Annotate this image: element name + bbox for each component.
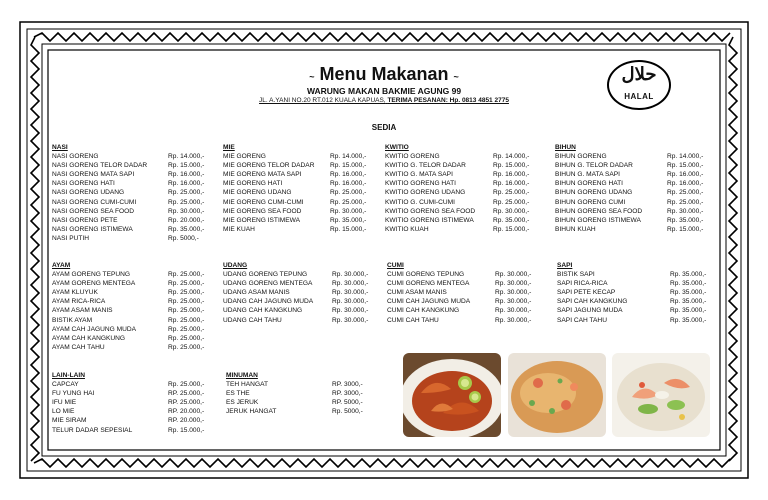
item-price: Rp. 16.000,- [667, 180, 704, 188]
menu-item [223, 152, 382, 161]
item-name: SAPI CAH KANGKUNG [557, 298, 628, 306]
item-price: Rp. 16.000,- [493, 180, 530, 188]
item-name: CUMI CAH JAGUNG MUDA [387, 298, 471, 306]
menu-item [223, 207, 382, 216]
item-name: NASI GORENG TELOR DADAR [52, 162, 148, 170]
item-name: NASI GORENG PETE [52, 216, 118, 224]
item-name: FU YUNG HAI [52, 390, 95, 398]
menu-item [52, 270, 220, 279]
item-price: Rp. 25.000,- [493, 198, 530, 206]
menu-item [385, 170, 545, 179]
item-name: KWITIO G. TELOR DADAR [385, 162, 466, 170]
section-heading: NASI [52, 144, 68, 151]
item-name: NASI GORENG CUMI-CUMI [52, 198, 137, 206]
item-name: KWITIO G. CUMI-CUMI [385, 198, 455, 206]
item-price: Rp. 30.000,- [495, 271, 532, 279]
item-name: UDANG CAH JAGUNG MUDA [223, 298, 314, 306]
menu-item [226, 389, 384, 398]
item-name: TEH HANGAT [226, 381, 269, 389]
item-name: JERUK HANGAT [226, 408, 277, 416]
item-name: BIHUN GORENG [555, 153, 607, 161]
item-name: CAPCAY [52, 381, 79, 389]
menu-item [226, 380, 384, 389]
menu-section-sapi [557, 261, 722, 325]
menu-section-kwitio [385, 143, 545, 234]
item-name: CUMI CAH KANGKUNG [387, 307, 460, 315]
item-price: Rp. 15.000,- [667, 162, 704, 170]
menu-section-bihun [555, 143, 719, 234]
menu-item [223, 225, 382, 234]
menu-item [223, 198, 382, 207]
menu-item [555, 225, 719, 234]
menu-item [385, 188, 545, 197]
menu-item [385, 179, 545, 188]
menu-item [52, 398, 220, 407]
item-name: BIHUN GORENG UDANG [555, 189, 633, 197]
item-price: Rp. 25.000,- [168, 198, 205, 206]
halal-arabic-text: حلال [621, 64, 657, 85]
menu-item [223, 161, 382, 170]
menu-item [223, 316, 384, 325]
item-price: Rp. 35.000,- [670, 289, 707, 297]
menu-item [52, 161, 220, 170]
item-name: BIHUN GORENG ISTIMEWA [555, 216, 641, 224]
item-name: SAPI RICA-RICA [557, 280, 608, 288]
menu-item [52, 306, 220, 315]
item-name: BISTIK AYAM [52, 316, 93, 324]
menu-item [52, 343, 220, 352]
item-price: Rp. 14.000,- [168, 153, 205, 161]
item-price: Rp. 5000,- [332, 408, 363, 416]
menu-item [385, 161, 545, 170]
menu-item [555, 216, 719, 225]
item-price: Rp. 30.000,- [493, 207, 530, 215]
item-price: Rp. 25.000,- [493, 189, 530, 197]
title-deco-right: ~ [453, 72, 459, 82]
menu-item [52, 426, 220, 435]
menu-item [223, 179, 382, 188]
item-name: CUMI GORENG TEPUNG [387, 271, 465, 279]
item-name: SAPI PETE KECAP [557, 289, 616, 297]
item-price: RP. 3000,- [332, 390, 363, 398]
item-price: RP. 5000,- [332, 399, 363, 407]
item-name: NASI GORENG UDANG [52, 189, 125, 197]
item-name: CUMI ASAM MANIS [387, 289, 447, 297]
item-price: Rp. 25.000,- [168, 271, 205, 279]
border-zigzag [34, 459, 730, 467]
item-name: NASI GORENG MATA SAPI [52, 171, 135, 179]
menu-item [387, 279, 547, 288]
menu-item [557, 306, 722, 315]
menu-item [52, 207, 220, 216]
item-price: Rp. 35.000,- [670, 280, 707, 288]
item-name: KWITIO KUAH [385, 225, 429, 233]
menu-section-lain [52, 371, 220, 435]
item-price: Rp. 35.000,- [670, 316, 707, 324]
item-name: AYAM ASAM MANIS [52, 307, 113, 315]
menu-section-nasi [52, 143, 220, 243]
shrimp-dish-photo [403, 353, 501, 437]
item-price: Rp. 30.000,- [332, 298, 369, 306]
item-price: Rp. 15.000,- [330, 225, 367, 233]
item-price: Rp. 30.000,- [332, 289, 369, 297]
menu-item [226, 407, 384, 416]
menu-section-ayam [52, 261, 220, 352]
item-name: KWITIO GORENG UDANG [385, 189, 466, 197]
item-price: Rp. 16.000,- [330, 180, 367, 188]
item-price: Rp. 35.000,- [330, 216, 367, 224]
menu-item [387, 297, 547, 306]
item-price: Rp. 30.000,- [332, 316, 369, 324]
menu-item [387, 306, 547, 315]
item-name: MIE GORENG HATI [223, 180, 283, 188]
menu-item [385, 152, 545, 161]
item-price: Rp. 35.000,- [493, 216, 530, 224]
item-name: UDANG GORENG MENTEGA [223, 280, 313, 288]
item-name: ES THE [226, 390, 250, 398]
menu-item [385, 207, 545, 216]
menu-item [555, 152, 719, 161]
menu-item [52, 334, 220, 343]
section-heading: UDANG [223, 262, 248, 269]
item-price: Rp. 15.000,- [493, 225, 530, 233]
item-price: Rp. 25.000,- [168, 381, 205, 389]
item-name: BIHUN GORENG HATI [555, 180, 624, 188]
item-name: BIHUN KUAH [555, 225, 596, 233]
item-name: AYAM RICA-RICA [52, 298, 106, 306]
item-name: BIHUN G. TELOR DADAR [555, 162, 633, 170]
menu-section-mie [223, 143, 382, 234]
item-price: RP. 25.000,- [168, 390, 205, 398]
item-price: Rp. 14.000,- [330, 153, 367, 161]
title-deco-left: ~ [309, 72, 315, 82]
menu-item [387, 288, 547, 297]
section-heading: BIHUN [555, 144, 576, 151]
item-name: KWITIO GORENG [385, 153, 440, 161]
item-name: BIHUN GORENG CUMI [555, 198, 626, 206]
item-name: UDANG CAH KANGKUNG [223, 307, 303, 315]
item-name: TELUR DADAR SEPESIAL [52, 426, 133, 434]
menu-item [555, 198, 719, 207]
item-name: NASI GORENG SEA FOOD [52, 207, 135, 215]
item-name: NASI GORENG HATI [52, 180, 115, 188]
menu-section-minuman [226, 371, 384, 416]
menu-item [52, 297, 220, 306]
menu-item [223, 216, 382, 225]
item-price: Rp. 25.000,- [168, 289, 205, 297]
border-zigzag [34, 33, 730, 41]
section-heading: AYAM [52, 262, 71, 269]
item-price: Rp. 25.000,- [168, 189, 205, 197]
section-heading: MINUMAN [226, 372, 258, 379]
menu-item [52, 407, 220, 416]
item-price: Rp. 30.000,- [332, 307, 369, 315]
item-price: Rp. 25.000,- [330, 189, 367, 197]
menu-item [557, 270, 722, 279]
item-price: Rp. 25.000,- [168, 298, 205, 306]
section-heading: KWITIO [385, 144, 409, 151]
menu-item [223, 188, 382, 197]
menu-item [385, 198, 545, 207]
item-name: KWITIO GORENG ISTIMEWA [385, 216, 474, 224]
menu-item [52, 179, 220, 188]
item-name: CUMI CAH TAHU [387, 316, 439, 324]
item-name: BISTIK SAPI [557, 271, 595, 279]
menu-item [385, 216, 545, 225]
item-price: Rp. 25.000,- [667, 189, 704, 197]
halal-latin-text: HALAL [624, 92, 654, 101]
menu-item [387, 270, 547, 279]
menu-item [557, 288, 722, 297]
menu-item [52, 288, 220, 297]
item-name: MIE SIRAM [52, 417, 87, 425]
menu-item [555, 207, 719, 216]
menu-item [52, 188, 220, 197]
item-price: Rp. 16.000,- [493, 171, 530, 179]
item-price: Rp. 35.000,- [670, 307, 707, 315]
item-name: MIE GORENG ISTIMEWA [223, 216, 301, 224]
item-name: LO MIE [52, 408, 75, 416]
menu-item [555, 188, 719, 197]
item-name: KWITIO GORENG SEA FOOD [385, 207, 476, 215]
item-price: Rp. 35.000,- [667, 216, 704, 224]
item-price: Rp. 35.000,- [670, 271, 707, 279]
menu-item [52, 234, 220, 243]
menu-item [226, 398, 384, 407]
item-name: MIE GORENG MATA SAPI [223, 171, 302, 179]
item-name: SAPI CAH TAHU [557, 316, 607, 324]
item-name: SAPI JAGUNG MUDA [557, 307, 623, 315]
item-price: Rp. 25.000,- [168, 280, 205, 288]
item-price: Rp. 25.000,- [667, 198, 704, 206]
item-name: UDANG GORENG TEPUNG [223, 271, 308, 279]
section-label-sedia: SEDIA [371, 123, 397, 132]
item-price: RP. 25.000,- [168, 399, 205, 407]
menu-item [385, 225, 545, 234]
item-price: Rp. 16.000,- [330, 171, 367, 179]
item-name: AYAM GORENG MENTEGA [52, 280, 136, 288]
item-name: MIE GORENG UDANG [223, 189, 292, 197]
item-name: AYAM KLUYUK [52, 289, 98, 297]
fried-rice-photo [508, 353, 606, 437]
item-name: CUMI GORENG MENTEGA [387, 280, 470, 288]
menu-item [557, 316, 722, 325]
item-name: AYAM GORENG TEPUNG [52, 271, 131, 279]
menu-item [52, 170, 220, 179]
item-name: BIHUN GORENG SEA FOOD [555, 207, 643, 215]
item-name: AYAM CAH KANGKUNG [52, 334, 126, 342]
menu-item [557, 297, 722, 306]
item-name: NASI GORENG [52, 153, 99, 161]
menu-item [52, 225, 220, 234]
item-price: Rp. 30.000,- [330, 207, 367, 215]
item-name: BIHUN G. MATA SAPI [555, 171, 620, 179]
item-price: Rp. 15.000,- [493, 162, 530, 170]
item-price: Rp. 25.000,- [168, 307, 205, 315]
item-name: MIE GORENG TELOR DADAR [223, 162, 315, 170]
item-name: MIE GORENG CUMI-CUMI [223, 198, 304, 206]
item-name: ES JERUK [226, 399, 259, 407]
item-name: AYAM CAH TAHU [52, 343, 105, 351]
menu-item [52, 389, 220, 398]
menu-item [555, 179, 719, 188]
item-price: Rp. 30.000,- [332, 280, 369, 288]
menu-item [223, 170, 382, 179]
item-price: Rp. 5000,- [168, 234, 199, 242]
item-price: Rp. 25.000,- [168, 325, 205, 333]
menu-item [52, 316, 220, 325]
section-heading: MIE [223, 144, 235, 151]
menu-item [52, 325, 220, 334]
menu-item [52, 198, 220, 207]
item-price: RP. 20.000,- [168, 408, 205, 416]
item-price: Rp. 30.000,- [495, 307, 532, 315]
section-heading: SAPI [557, 262, 573, 269]
restaurant-name: WARUNG MAKAN BAKMIE AGUNG 99 [306, 86, 462, 96]
item-price: Rp. 30.000,- [495, 316, 532, 324]
item-name: UDANG ASAM MANIS [223, 289, 290, 297]
item-name: MIE GORENG [223, 153, 266, 161]
menu-item [52, 216, 220, 225]
item-price: Rp. 30.000,- [332, 271, 369, 279]
item-price: Rp. 15.000,- [667, 225, 704, 233]
menu-item [223, 270, 384, 279]
menu-item [223, 279, 384, 288]
item-name: NASI PUTIH [52, 234, 90, 242]
menu-item [223, 288, 384, 297]
item-price: Rp. 25.000,- [168, 343, 205, 351]
item-name: UDANG CAH TAHU [223, 316, 282, 324]
item-name: MIE GORENG SEA FOOD [223, 207, 302, 215]
item-price: Rp. 15.000,- [330, 162, 367, 170]
title-text: Menu Makanan [319, 64, 449, 84]
menu-section-udang [223, 261, 384, 325]
item-price: Rp. 25.000,- [168, 334, 205, 342]
seafood-capcay-photo [612, 353, 710, 437]
item-name: NASI GORENG ISTIMEWA [52, 225, 133, 233]
address-text: JL. A.YANI NO.20 RT.012 KUALA KAPUAS, [259, 97, 386, 104]
item-price: Rp. 14.000,- [493, 153, 530, 161]
menu-item [555, 170, 719, 179]
item-price: Rp. 15.000,- [168, 162, 205, 170]
item-name: KWITIO GORENG HATI [385, 180, 456, 188]
menu-item [52, 152, 220, 161]
item-price: RP. 20.000,- [168, 417, 205, 425]
item-price: Rp. 25.000,- [330, 198, 367, 206]
item-price: Rp. 20.000,- [168, 216, 205, 224]
item-price: Rp. 14.000,- [667, 153, 704, 161]
menu-section-cumi [387, 261, 547, 325]
section-heading: CUMI [387, 262, 404, 269]
item-price: RP. 3000,- [332, 381, 363, 389]
halal-logo [607, 60, 671, 110]
menu-item [555, 161, 719, 170]
menu-item [52, 380, 220, 389]
menu-item [387, 316, 547, 325]
item-price: Rp. 30.000,- [495, 280, 532, 288]
order-phone: TERIMA PESANAN: Hp. 0813 4851 2775 [387, 97, 509, 104]
menu-item [223, 306, 384, 315]
menu-item [52, 416, 220, 425]
item-price: Rp. 30.000,- [495, 289, 532, 297]
item-price: Rp. 35.000,- [168, 225, 205, 233]
item-price: Rp. 25.000,- [168, 316, 205, 324]
item-price: Rp. 35.000,- [670, 298, 707, 306]
menu-item [52, 279, 220, 288]
item-name: KWITIO G. MATA SAPI [385, 171, 453, 179]
item-name: IFU MIE [52, 399, 77, 407]
item-price: Rp. 30.000,- [667, 207, 704, 215]
section-heading: LAIN-LAIN [52, 372, 85, 379]
item-price: Rp. 30.000,- [168, 207, 205, 215]
menu-item [223, 297, 384, 306]
item-name: AYAM CAH JAGUNG MUDA [52, 325, 137, 333]
item-name: MIE KUAH [223, 225, 255, 233]
item-price: Rp. 15.000,- [168, 426, 205, 434]
item-price: Rp. 16.000,- [168, 180, 205, 188]
item-price: Rp. 30.000,- [495, 298, 532, 306]
item-price: Rp. 16.000,- [168, 171, 205, 179]
item-price: Rp. 16.000,- [667, 171, 704, 179]
menu-item [557, 279, 722, 288]
